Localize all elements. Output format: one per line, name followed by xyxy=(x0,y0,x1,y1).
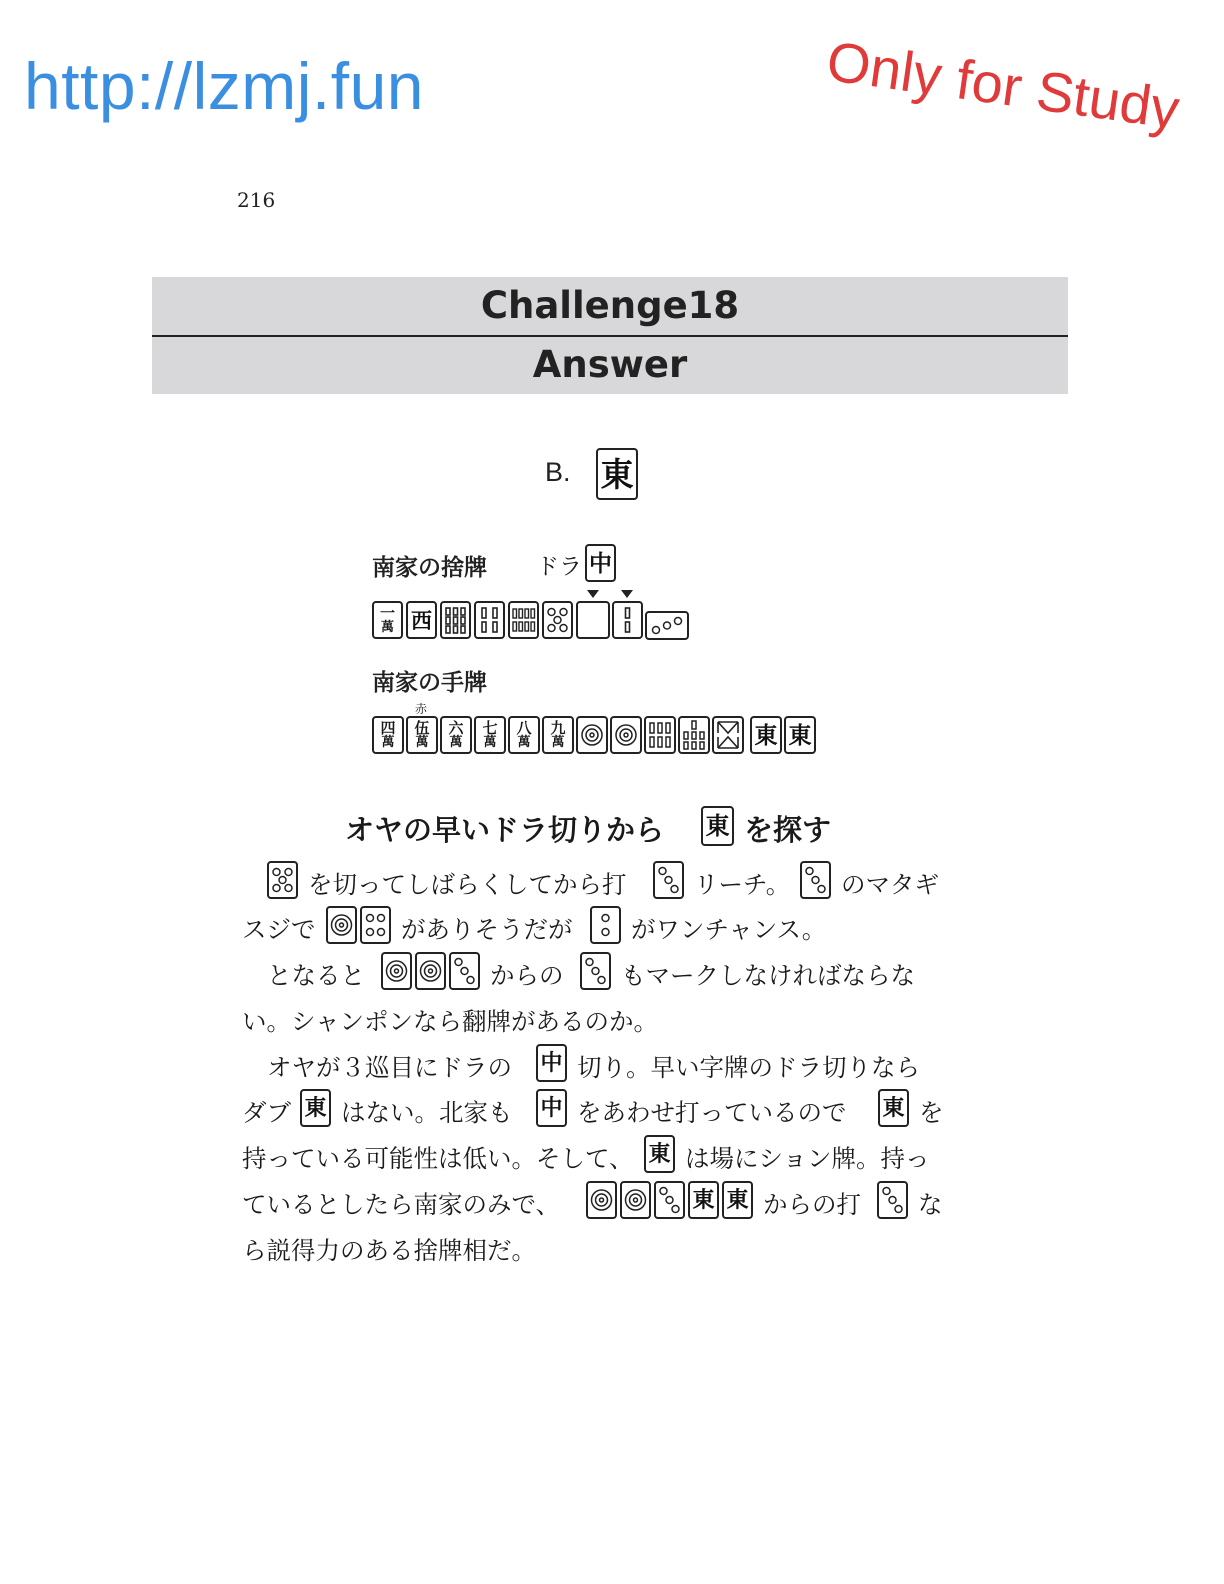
inline-5-pin-tile xyxy=(267,861,298,899)
body-line-3a: となると xyxy=(267,961,365,990)
body-line-6a: ダブ xyxy=(242,1098,291,1127)
riichi-marker xyxy=(587,590,599,598)
watermark-url: http://lzmj.fun xyxy=(24,49,424,123)
hand-east-tile: 東 xyxy=(784,716,816,754)
inline-2-pin-tile xyxy=(590,906,621,944)
body-line-1a: を切ってしばらくしてから打 xyxy=(308,870,627,899)
body-line-3b: からの xyxy=(490,961,564,990)
discards-label: 南家の捨牌 xyxy=(372,555,487,581)
hand-red-5-man-tile: 伍 萬 xyxy=(406,716,438,754)
watermark-study: Only for Study xyxy=(823,28,1184,141)
hand-7-man-tile: 七 萬 xyxy=(474,716,506,754)
body-line-6d: を xyxy=(919,1098,944,1127)
discard-9-sou-tile xyxy=(440,601,471,639)
body-line-2c: がワンチャンス。 xyxy=(631,915,827,944)
aka-label: 赤 xyxy=(415,702,428,716)
discard-west-tile: 西 xyxy=(406,601,437,639)
hand-9-man-tile: 九 萬 xyxy=(542,716,574,754)
inline-east-tile: 東 xyxy=(722,1181,753,1219)
heading-east-tile: 東 xyxy=(701,806,734,846)
inline-3-pin-tile xyxy=(653,861,684,899)
discard-4-sou-tile xyxy=(474,601,505,639)
answer-label: B. xyxy=(545,457,571,487)
inline-east-tile: 東 xyxy=(688,1181,719,1219)
body-line-3c: もマークしなければならな xyxy=(621,961,915,990)
body-line-8b: からの打 xyxy=(763,1190,861,1219)
body-line-5b: 切り。早い字牌のドラ切りなら xyxy=(577,1053,920,1082)
hand-6-sou-tile xyxy=(644,716,676,754)
body-line-7b: は場にション牌。持っ xyxy=(685,1144,930,1173)
body-line-8c: な xyxy=(918,1190,943,1219)
hand-6-man-tile: 六 萬 xyxy=(440,716,472,754)
hand-8-man-tile: 八 萬 xyxy=(508,716,540,754)
section-heading-tail: を探す xyxy=(744,813,832,847)
discard-2-sou-tile xyxy=(612,601,643,639)
riichi-marker xyxy=(621,590,633,598)
hand-east-tile: 東 xyxy=(750,716,782,754)
body-line-1c: のマタギ xyxy=(841,870,939,899)
inline-3-pin-tile xyxy=(877,1181,908,1219)
inline-east-tile: 東 xyxy=(878,1089,909,1127)
inline-east-tile: 東 xyxy=(300,1089,331,1127)
section-heading: オヤの早いドラ切りから xyxy=(345,813,665,847)
inline-3-pin-tile xyxy=(654,1181,685,1219)
body-line-6c: をあわせ打っているので xyxy=(577,1098,847,1127)
hand-label: 南家の手牌 xyxy=(372,670,487,696)
inline-3-pin-tile xyxy=(449,952,480,990)
body-line-8a: ているとしたら南家のみで、 xyxy=(242,1190,561,1219)
body-line-7a: 持っている可能性は低い。そして、 xyxy=(242,1144,634,1173)
dora-red-dragon-tile: 中 xyxy=(585,544,616,582)
discard-8-sou-tile xyxy=(508,601,539,639)
body-line-4: い。シャンポンなら翻牌があるのか。 xyxy=(242,1007,659,1036)
inline-1-pin-tile xyxy=(620,1181,651,1219)
discard-3-pin-sideways-tile xyxy=(645,611,689,640)
inline-east-tile: 東 xyxy=(644,1135,675,1173)
body-line-5a: オヤが３巡目にドラの xyxy=(267,1053,512,1082)
answer-east-tile: 東 xyxy=(596,448,638,500)
inline-3-pin-tile xyxy=(800,861,831,899)
challenge-title: Challenge18 xyxy=(152,277,1068,335)
inline-red-dragon-tile: 中 xyxy=(536,1044,567,1082)
hand-8-sou-tile xyxy=(712,716,744,754)
discard-white-dragon-riichi-tile xyxy=(576,601,610,639)
inline-red-dragon-tile: 中 xyxy=(536,1089,567,1127)
dora-label: ドラ xyxy=(536,554,582,580)
inline-1-pin-tile xyxy=(415,952,446,990)
body-line-6b: はない。北家も xyxy=(341,1098,513,1127)
hand-1-pin-tile xyxy=(610,716,642,754)
body-line-9: ら説得力のある捨牌相だ。 xyxy=(242,1236,536,1265)
inline-4-pin-tile xyxy=(360,906,391,944)
hand-7-sou-tile xyxy=(678,716,710,754)
discard-5-pin-tile xyxy=(542,601,573,639)
body-line-1b: リーチ。 xyxy=(694,870,791,899)
page-number: 216 xyxy=(237,188,276,212)
inline-3-pin-tile xyxy=(580,952,611,990)
inline-1-pin-tile xyxy=(326,906,357,944)
inline-1-pin-tile xyxy=(381,952,412,990)
hand-1-pin-tile xyxy=(576,716,608,754)
answer-subtitle: Answer xyxy=(152,337,1068,394)
discard-1-man-tile: 一 萬 xyxy=(372,601,403,639)
inline-1-pin-tile xyxy=(586,1181,617,1219)
body-line-2a: スジで xyxy=(242,915,316,944)
body-line-2b: がありそうだが xyxy=(401,915,573,944)
hand-4-man-tile: 四 萬 xyxy=(372,716,404,754)
